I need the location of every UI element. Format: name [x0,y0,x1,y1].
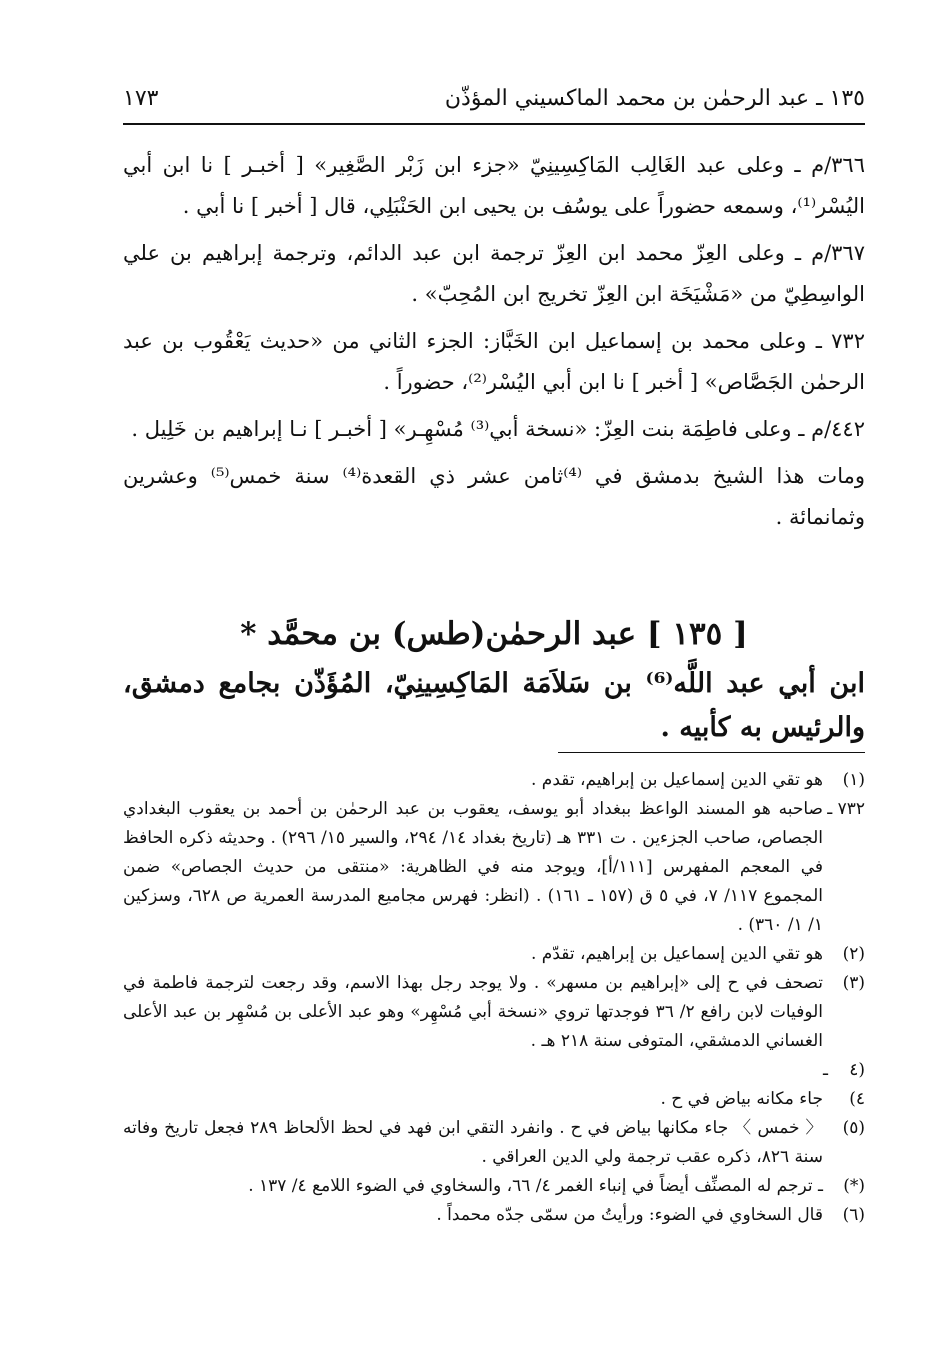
footnote-mark: (٥) [842,1118,865,1138]
footnote-mark: (٢) [842,944,865,964]
footnote-732 [123,795,865,940]
footnote-1 [123,766,865,795]
paragraph-732: ٧٣٢ ـ وعلى محمد بن إسماعيل ابن الخَبَّاز: الجزء الثاني من «حديث يَعْقُوب بن عبد الرحمٰن الجَصَّاص» [ أخبر ] نا ابن أبي اليُسْر⁽²⁾، حضوراً . [123,329,865,394]
footnote-3 [123,969,865,1056]
footnote-text: تصحف في ح إلى «إبراهيم بن مسهر» . ولا يوجد رجل بهذا الاسم، وقد رجعت لترجمة فاطمة في الوفيات لابن رافع ٢/ ٣٦ فوجدتها تروي «نسخة أبي مُسْهِر» وهو عبد الأعلى بن مُسْهِر بن عبد الأعلى الغساني الدمشقي، المتوفى سنة ٢١٨ هـ . [123,973,824,1051]
footnote-mark: (*) [843,1176,865,1196]
footnote-text: صاحبه هو المسند الواعظ ببغداد أبو يوسف، يعقوب بن عبد الرحمٰن بن أحمد بن يعقوب البغدادي الجصاص، صاحب الجزءين . ت ٣٣١ هـ (تاريخ بغداد ١٤/ ٢٩٤، والسير ١٥/ ٢٩٦) . وحديثه ذكره الحافظ في المعجم المفهرس [١١١/أ]، ويوجد منه في الظاهرية: «منتقى من حديث الجصاص» ضمن المجموع ١١٧/ ٧، في ٥ ق (١٥٧ ـ ١٦١) . (انظر: فهرس مجاميع المدرسة العمرية ص ٦٢٨، وسزكين ١/ ١/ ٣٦٠) . [123,799,823,935]
footnote-5 [123,1114,865,1172]
paragraph-442: ٤٤٢/م ـ وعلى فاطِمَة بنت العِزّ: «نسخة أبي⁽³⁾ مُسْهِـر» [ أخبـر ] نـا إبراهيم بن خَلِيل . [131,417,865,441]
biography-subheading: ابن أبي عبد اللَّه⁽⁶⁾ بن سَلاَمَة المَاكِسِينِيّ، المُؤَذّن بجامع دمشق، والرئيس به كأبيه . [123,668,865,743]
footnote-mark: (١) [842,770,865,790]
footnote-mark: (٤ ـ ٤) [823,1060,865,1109]
footnote-mark: ٧٣٢ ـ [827,799,865,819]
footnote-star [123,1172,865,1201]
footnote-text: 〈 خمس 〉 جاء مكانها بياض في ح . وانفرد التقي ابن فهد في لحظ الألحاظ ٢٨٩ فجعل تاريخ وفاته سنة ٨٢٦، ذكره عقب ترجمة ولي الدين العراقي . [123,1118,823,1167]
biography-heading: [ ١٣٥ ] عبد الرحمٰن(طس) بن محمَّد * [240,616,748,652]
footnote-2 [123,940,865,969]
footnote-text: جاء مكانه بياض في ح . [660,1089,823,1109]
footnote-text: هو تقي الدين إسماعيل بن إبراهيم، تقدم . [530,770,823,790]
paragraph-366: ٣٦٦/م ـ وعلى عبد الغَالِب المَاكِسِينِيّ «جزء ابن زَبْر الصَّغِير» [ أخبـر ] نا ابن أبي اليُسْر⁽¹⁾، وسمعه حضوراً على يوسُف بن يحيى ابن الحَنْبَلِي، قال [ أخبر ] نا أبي . [123,153,865,218]
paragraph-367: ٣٦٧/م ـ وعلى العِزّ محمد ابن العِزّ ترجمة ابن عبد الدائم، وترجمة إبراهيم بن علي الواسِطِيّ من «مَشْيَخَة ابن العِزّ تخريج ابن المُحِبّ» . [123,241,865,306]
footnote-4 [123,1056,865,1114]
footnote-text: هو تقي الدين إسماعيل بن إبراهيم، تقدّم . [530,944,823,964]
footnote-mark: (٣) [842,973,865,993]
footnote-text: ـ ترجم له المصنِّف أيضاً في إنباء الغمر ٤/ ٦٦، والسخاوي في الضوء اللامع ٤/ ١٣٧ . [248,1176,823,1196]
footnotes [123,766,865,1230]
header-rule [123,123,865,125]
footnote-mark: (٦) [842,1205,865,1225]
footnote-text: قال السخاوي في الضوء: ورأيتُ من سمّى جدّه محمداً . [436,1205,823,1225]
footnotes-rule [558,752,865,753]
main-text [123,145,865,544]
paragraph-death: ومات هذا الشيخ بدمشق في ⁽⁴⁾ثامن عشر ذي القعدة⁽⁴⁾ سنة خمس⁽⁵⁾ وعشرين وثمانمائة . [123,464,865,529]
running-title: ١٣٥ ـ عبد الرحمٰن بن محمد الماكسيني المؤذّن [444,85,865,111]
running-head [123,78,865,118]
page-number: ١٧٣ [123,85,159,111]
footnote-6 [123,1201,865,1230]
